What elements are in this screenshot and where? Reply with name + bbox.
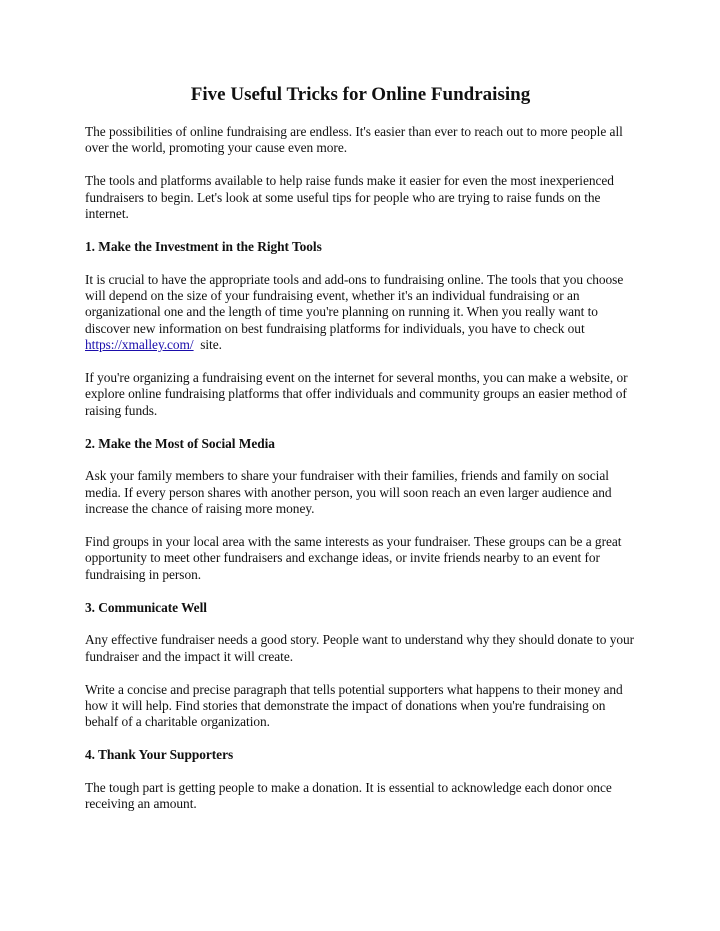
section-4-paragraph-1: The tough part is getting people to make a donation. It is essential to acknowledge each donor once receiving an amount. — [85, 780, 612, 812]
section-2-heading: 2. Make the Most of Social Media — [85, 435, 275, 451]
intro-paragraph-2: The tools and platforms available to help raise funds make it easier for even the most inexperienced fundraisers to begin. Let's look at some useful tips for people who are trying to raise funds on the internet. — [85, 173, 614, 222]
intro-paragraph-1: The possibilities of online fundraising are endless. It's easier than ever to reach out to more people all over the world, promoting your cause even more. — [85, 124, 623, 156]
section-4-heading: 4. Thank Your Supporters — [85, 747, 234, 763]
section-2-paragraph-1: Ask your family members to share your fundraiser with their families, friends and family on social media. If every person shares with another person, you will soon reach an even larger audience and increase the chance of raising more money. — [85, 468, 612, 517]
xmalley-link[interactable]: https://xmalley.com/ — [85, 337, 194, 353]
document-title: Five Useful Tricks for Online Fundraising — [190, 84, 531, 105]
section-3-paragraph-1: Any effective fundraiser needs a good story. People want to understand why they should donate to your fundraiser and the impact it will create. — [85, 632, 635, 664]
section-1-paragraph-1 — [85, 272, 636, 354]
section-1-heading: 1. Make the Investment in the Right Tools — [85, 238, 322, 254]
section-2-paragraph-2: Find groups in your local area with the same interests as your fundraiser. These groups can be a great opportunity to meet other fundraisers and exchange ideas, or invite friends nearby to an event for fundraising in person. — [85, 534, 622, 582]
section-1-paragraph-1-text: It is crucial to have the appropriate tools and add-ons to fundraising online. The tools that you choose will depend on the size of your fundraising event, whether it's an individual fundraising or an organizational one and the length of time you're planning on running it. When you really want to discover new information on best fundraising platforms for individuals, you have to check out — [85, 271, 624, 336]
section-1-paragraph-2: If you're organizing a fundraising event on the internet for several months, you can make a website, or explore online fundraising platforms that offer individuals and community groups an easier method of raising funds. — [85, 370, 628, 418]
section-3-paragraph-2: Write a concise and precise paragraph that tells potential supporters what happens to their money and how it will help. Find stories that demonstrate the impact of donations when you're fundraising on behalf of a charitable organization. — [85, 681, 623, 730]
section-3-heading: 3. Communicate Well — [85, 599, 207, 615]
section-1-paragraph-1-tail: site. — [193, 337, 222, 353]
